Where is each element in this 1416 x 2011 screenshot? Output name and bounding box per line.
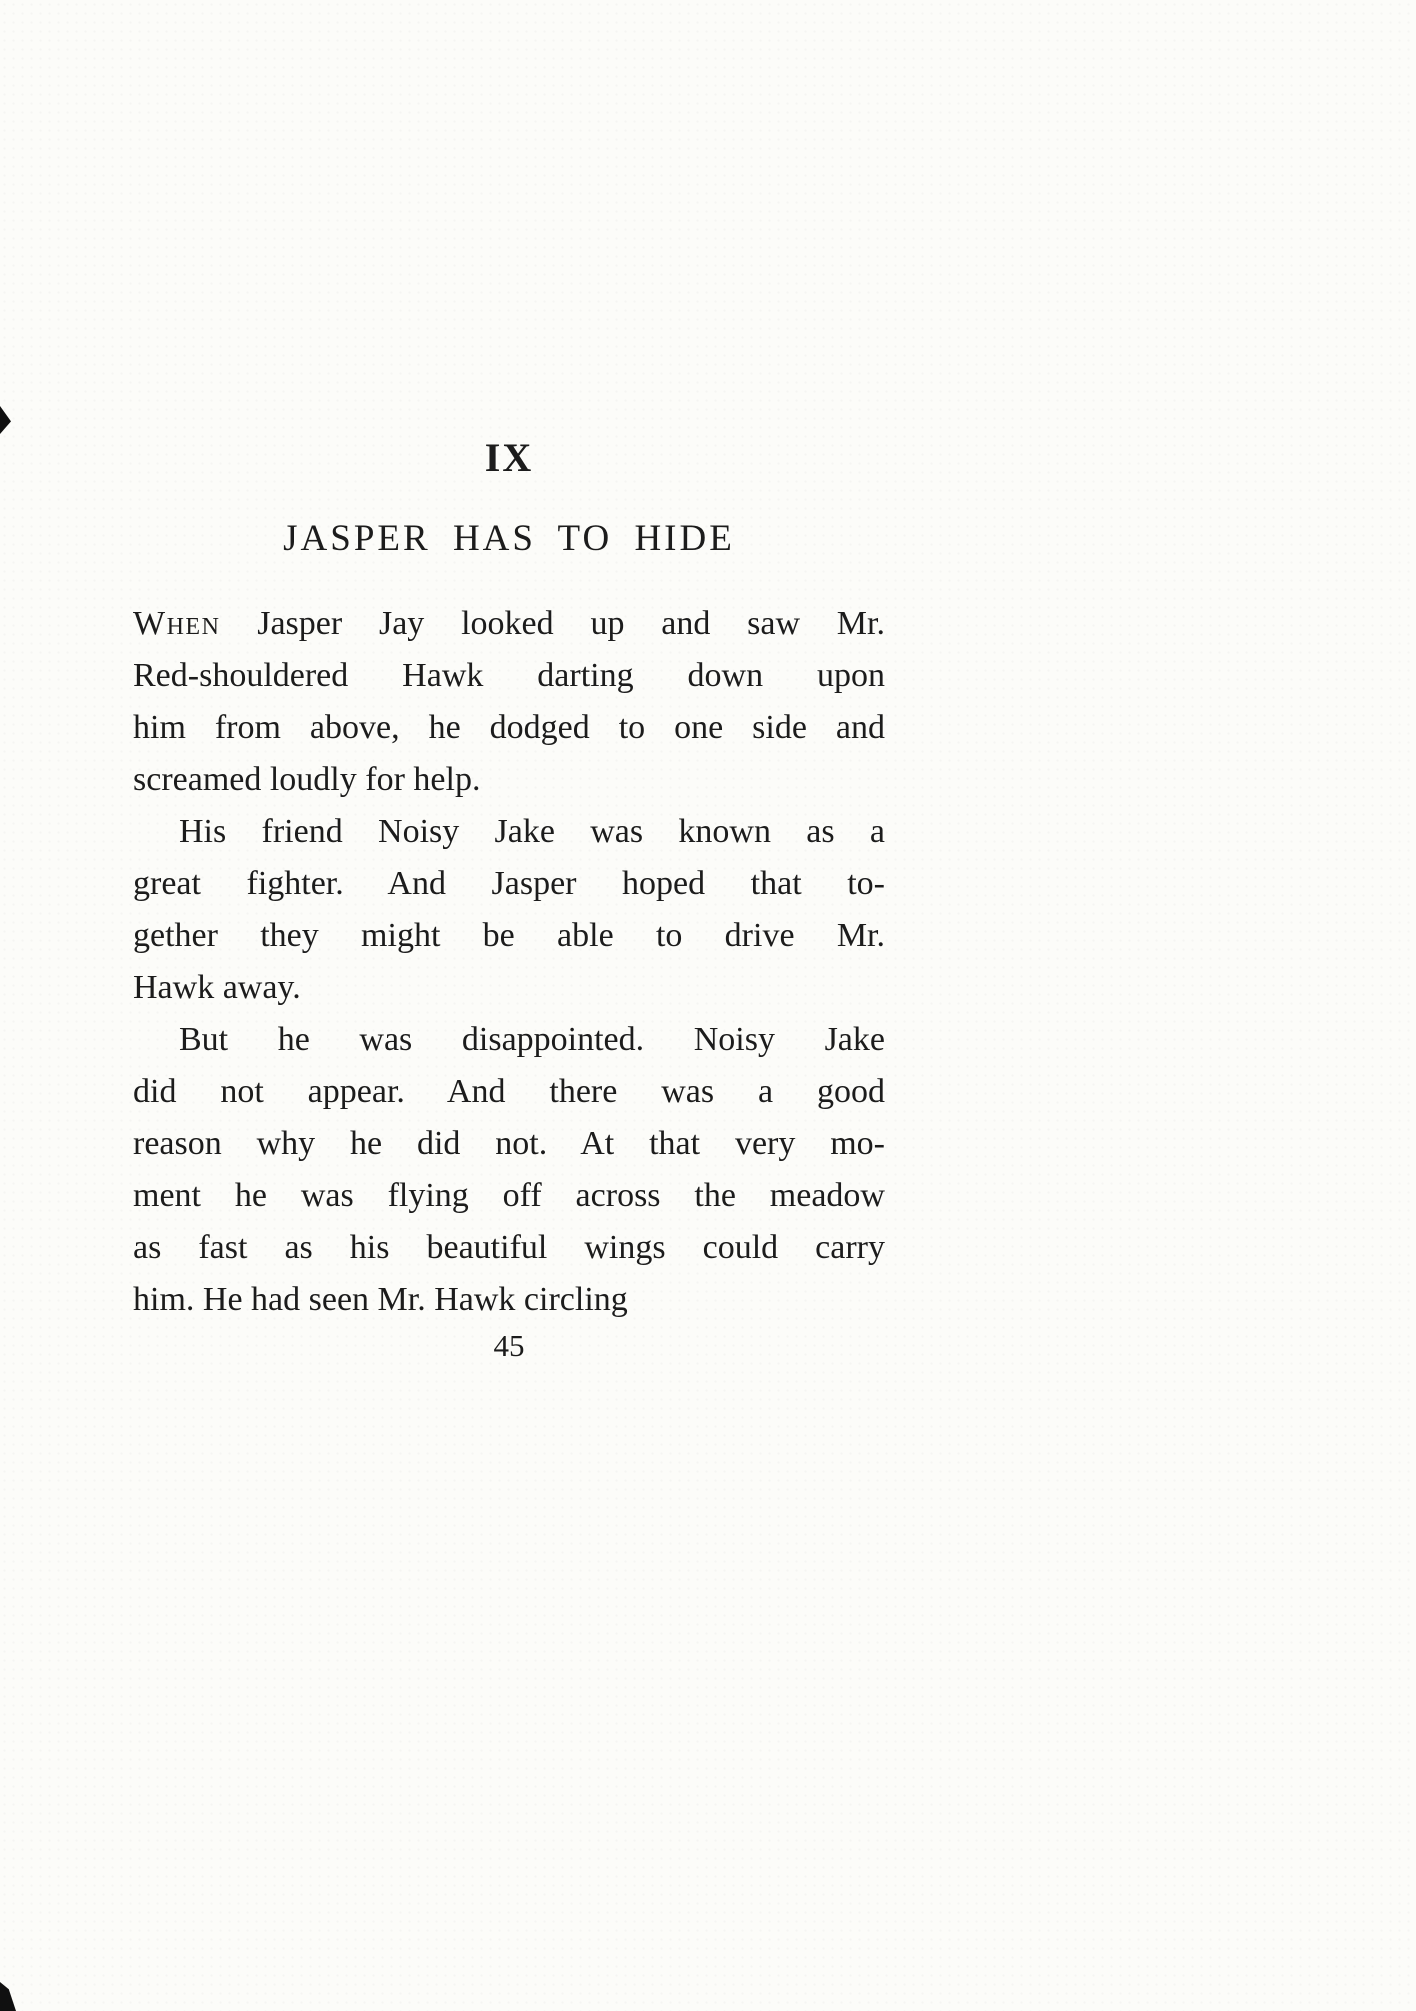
- scan-artifact-bottom-left: [0, 1982, 16, 2011]
- paragraph: [133, 806, 885, 1014]
- paragraph: [133, 1014, 885, 1326]
- text-line: Red-shouldered Hawk darting down upon: [133, 657, 885, 694]
- text-line: reason why he did not. At that very mo-: [133, 1125, 885, 1162]
- text-line: But he was disappointed. Noisy Jake: [179, 1021, 885, 1058]
- text-line: Hawk away.: [133, 969, 301, 1006]
- text-line: did not appear. And there was a good: [133, 1073, 885, 1110]
- text-line: screamed loudly for help.: [133, 761, 481, 798]
- paragraph: [133, 598, 885, 806]
- text-line: gether they might be able to drive Mr.: [133, 917, 885, 954]
- text-line: him from above, he dodged to one side and: [133, 709, 885, 746]
- chapter-number: IX: [484, 435, 534, 480]
- text-line: His friend Noisy Jake was known as a: [179, 813, 885, 850]
- page-number: 45: [493, 1328, 525, 1363]
- text-line: as fast as his beautiful wings could carry: [133, 1229, 885, 1266]
- text-line: ment he was flying off across the meadow: [133, 1177, 885, 1214]
- text-line: him. He had seen Mr. Hawk circling: [133, 1281, 628, 1318]
- lead-word: When: [133, 605, 221, 642]
- text-line: great fighter. And Jasper hoped that to-: [133, 865, 885, 902]
- scan-artifact-left-edge: [0, 406, 11, 434]
- text-line: When Jasper Jay looked up and saw Mr.: [133, 605, 885, 642]
- body-text: [133, 598, 885, 1326]
- text-column: [133, 0, 885, 2011]
- chapter-title: JASPER HAS TO HIDE: [283, 518, 735, 559]
